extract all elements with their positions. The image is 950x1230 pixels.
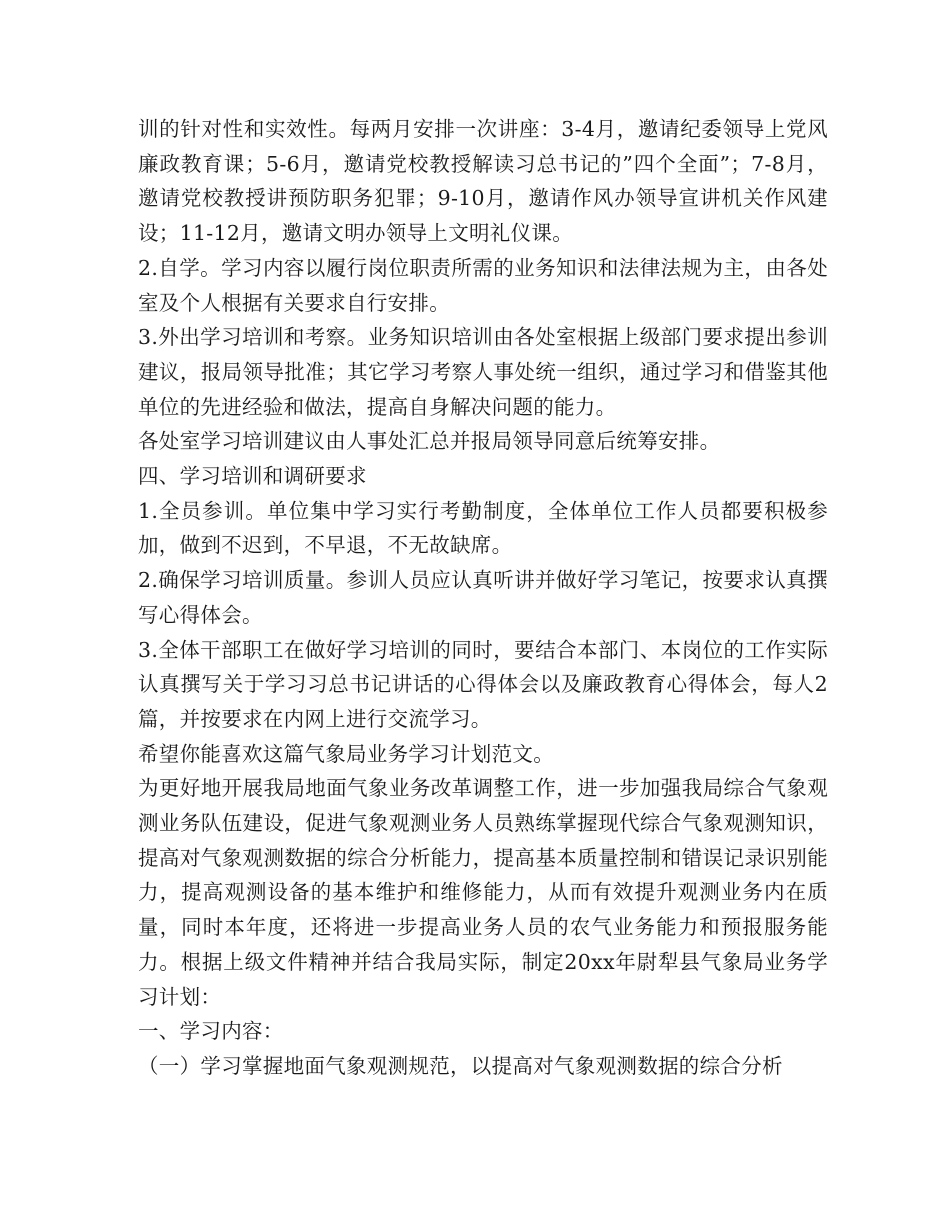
paragraph-training-quality: 2.确保学习培训质量。参训人员应认真听讲并做好学习笔记，按要求认真撰写心得体会。 <box>138 568 828 627</box>
section-heading-requirements: 四、学习培训和调研要求 <box>138 464 367 489</box>
paragraph-full-participation: 1.全员参训。单位集中学习实行考勤制度，全体单位工作人员都要积极参加，做到不迟到，不早退，不无故缺席。 <box>138 498 828 558</box>
paragraph-training-proposals: 各处室学习培训建议由人事处汇总并报局领导同意后统筹安排。 <box>138 429 721 454</box>
paragraph-item-one: （一）学习掌握地面气象观测规范，以提高对气象观测数据的综合分析 <box>138 1053 783 1078</box>
paragraph-self-study: 2.自学。学习内容以履行岗位职责所需的业务知识和法律法规为主，由各处室及个人根据有关要求自行安排。 <box>138 255 828 315</box>
paragraph-lecture-schedule: 训的针对性和实效性。每两月安排一次讲座：3-4月，邀请纪委领导上党风廉政教育课；5-6月，邀请党校教授解读习总书记的”四个全面”；7-8月，邀请党校教授讲预防职务犯罪；9-10月，邀请作风办领导宣讲机关作风建设；11-12月，邀请文明办领导上文明礼仪课。 <box>138 117 828 246</box>
section-heading-study-content: 一、学习内容： <box>138 1019 284 1044</box>
document-body <box>138 112 828 1084</box>
paragraph-external-training: 3.外出学习培训和考察。业务知识培训由各处室根据上级部门要求提出参训建议，报局领导批准；其它学习考察人事处统一组织，通过学习和借鉴其他单位的先进经验和做法，提高自身解决问题的能力。 <box>138 325 828 419</box>
paragraph-reflection-writing: 3.全体干部职工在做好学习培训的同时，要结合本部门、本岗位的工作实际认真撰写关于学习习总书记讲话的心得体会以及廉政教育心得体会，每人2篇，并按要求在内网上进行交流学习。 <box>138 637 828 731</box>
paragraph-plan-introduction: 为更好地开展我局地面气象业务改革调整工作，进一步加强我局综合气象观测业务队伍建设，促进气象观测业务人员熟练掌握现代综合气象观测知识，提高对气象观测数据的综合分析能力，提高基本质量控制和错误记录识别能力，提高观测设备的基本维护和维修能力，从而有效提升观测业务内在质量，同时本年度，还将进一步提高业务人员的农气业务能力和预报服务能力。根据上级文件精神并结合我局实际，制定20xx年尉犁县气象局业务学习计划： <box>138 776 828 1009</box>
paragraph-closing-remark: 希望你能喜欢这篇气象局业务学习计划范文。 <box>138 741 554 766</box>
